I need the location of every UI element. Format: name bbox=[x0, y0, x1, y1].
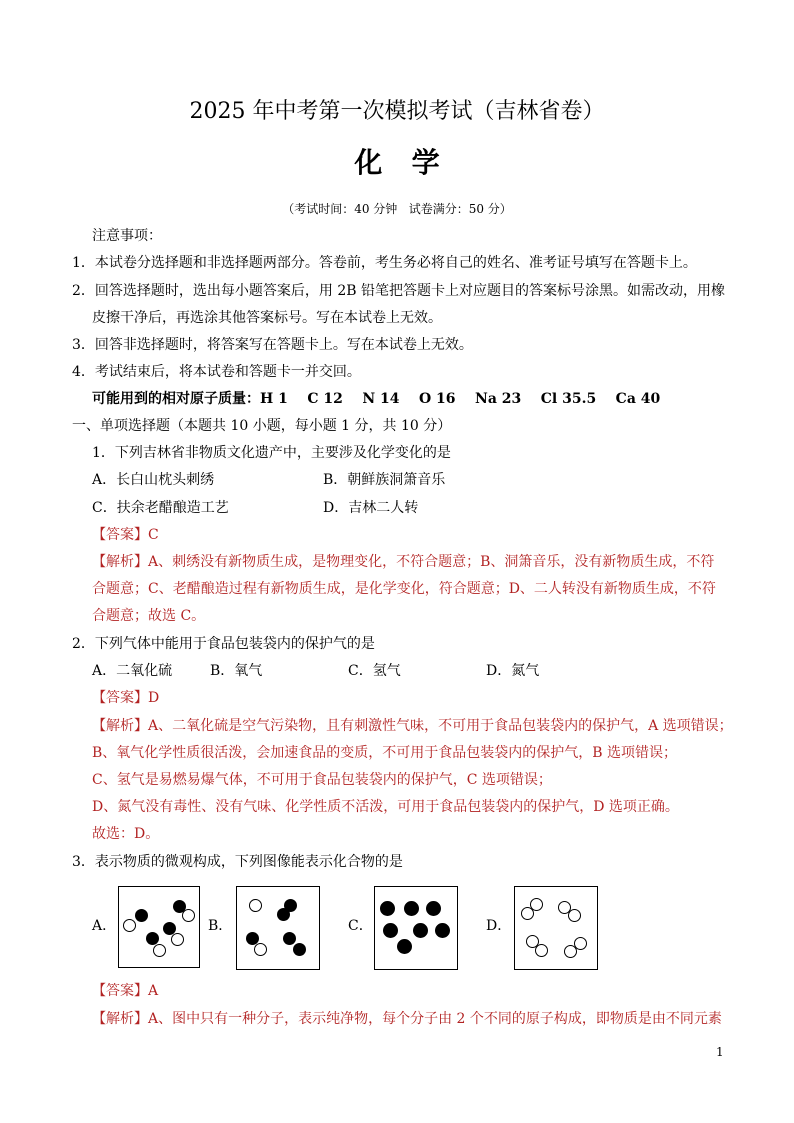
note-item: 1．本试卷分选择题和非选择题两部分。答卷前，考生务必将自己的姓名、准考证号填写在答题卡上。 bbox=[72, 255, 697, 271]
molecule-diagram-c bbox=[374, 886, 458, 970]
option-d: D．氮气 bbox=[486, 663, 540, 679]
black-atom bbox=[293, 943, 306, 956]
black-atom bbox=[426, 901, 441, 916]
answer-label: 【答案】C bbox=[92, 527, 159, 543]
molecule-diagram-d bbox=[514, 886, 598, 970]
option-b-label: B． bbox=[208, 918, 233, 934]
white-atom bbox=[249, 899, 262, 912]
analysis-line: 故选：D。 bbox=[92, 826, 160, 842]
option-d: D．吉林二人转 bbox=[323, 500, 419, 516]
white-atom bbox=[574, 937, 587, 950]
answer-label: 【答案】A bbox=[92, 983, 159, 999]
analysis-line: 合题意；C、老醋酿造过程有新物质生成，是化学变化，符合题意；D、二人转没有新物质生成，不符 bbox=[92, 581, 716, 597]
black-atom bbox=[146, 932, 159, 945]
black-atom bbox=[397, 939, 412, 954]
white-atom bbox=[568, 909, 581, 922]
option-b: B．朝鲜族洞箫音乐 bbox=[323, 472, 446, 488]
exam-info: （考试时间：40 分钟 试卷满分：50 分） bbox=[282, 202, 512, 216]
analysis-line: C、氢气是易燃易爆气体，不可用于食品包装袋内的保护气，C 选项错误； bbox=[92, 772, 552, 788]
black-atom bbox=[413, 923, 428, 938]
analysis-line: 合题意；故选 C。 bbox=[92, 608, 206, 624]
black-atom bbox=[277, 908, 290, 921]
page-number: 1 bbox=[716, 1045, 724, 1059]
white-atom bbox=[535, 944, 548, 957]
analysis-line: 【解析】A、二氧化硫是空气污染物，且有刺激性气味，不可用于食品包装袋内的保护气，A 选项错误； bbox=[92, 718, 733, 734]
answer-label: 【答案】D bbox=[92, 690, 160, 706]
option-a: A．长白山枕头刺绣 bbox=[92, 472, 215, 488]
option-c-label: C． bbox=[348, 918, 373, 934]
option-c: C．氢气 bbox=[348, 663, 401, 679]
note-item: 皮擦干净后，再选涂其他答案标号。写在本试卷上无效。 bbox=[92, 310, 442, 326]
molecule-diagram-b bbox=[236, 886, 320, 970]
note-item: 4．考试结束后，将本试卷和答题卡一并交回。 bbox=[72, 364, 361, 380]
white-atom bbox=[153, 944, 166, 957]
analysis-line: 【解析】A、刺绣没有新物质生成，是物理变化，不符合题意；B、洞箫音乐，没有新物质生成，不符 bbox=[92, 554, 715, 570]
question-stem: 1．下列吉林省非物质文化遗产中，主要涉及化学变化的是 bbox=[92, 445, 451, 461]
white-atom bbox=[182, 909, 195, 922]
option-a: A．二氧化硫 bbox=[92, 663, 173, 679]
black-atom bbox=[383, 923, 398, 938]
black-atom bbox=[135, 909, 148, 922]
option-d-label: D． bbox=[486, 918, 512, 934]
notes-heading: 注意事项： bbox=[92, 228, 162, 244]
black-atom bbox=[283, 932, 296, 945]
exam-title: 2025 年中考第一次模拟考试（吉林省卷） bbox=[189, 99, 605, 124]
white-atom bbox=[123, 919, 136, 932]
question-stem: 2．下列气体中能用于食品包装袋内的保护气的是 bbox=[72, 636, 375, 652]
molecule-diagram-a bbox=[118, 886, 200, 968]
white-atom bbox=[171, 933, 184, 946]
white-atom bbox=[254, 943, 267, 956]
option-b: B．氧气 bbox=[210, 663, 263, 679]
black-atom bbox=[435, 923, 450, 938]
option-c: C．扶余老醋酿造工艺 bbox=[92, 500, 229, 516]
analysis-line: B、氧气化学性质很活泼，会加速食品的变质，不可用于食品包装袋内的保护气，B 选项错误； bbox=[92, 745, 678, 761]
section-heading: 一、单项选择题（本题共 10 小题，每小题 1 分，共 10 分） bbox=[72, 418, 452, 434]
black-atom bbox=[404, 901, 419, 916]
note-item: 2．回答选择题时，选出每小题答案后，用 2B 铅笔把答题卡上对应题目的答案标号涂黑。如需改动，用橡 bbox=[72, 283, 726, 299]
white-atom bbox=[530, 898, 543, 911]
atomic-mass-line: 可能用到的相对原子质量：H 1 C 12 N 14 O 16 Na 23 Cl 35.5 Ca 40 bbox=[92, 391, 661, 407]
black-atom bbox=[380, 901, 395, 916]
subject-title: 化 学 bbox=[354, 146, 440, 179]
analysis-line: 【解析】A、图中只有一种分子，表示纯净物，每个分子由 2 个不同的原子构成，即物质是由不同元素 bbox=[92, 1011, 722, 1027]
question-stem: 3．表示物质的微观构成，下列图像能表示化合物的是 bbox=[72, 854, 403, 870]
note-item: 3．回答非选择题时，将答案写在答题卡上。写在本试卷上无效。 bbox=[72, 337, 473, 353]
option-a-label: A． bbox=[92, 918, 117, 934]
analysis-line: D、氮气没有毒性、没有气味、化学性质不活泼，可用于食品包装袋内的保护气，D 选项正确。 bbox=[92, 799, 679, 815]
